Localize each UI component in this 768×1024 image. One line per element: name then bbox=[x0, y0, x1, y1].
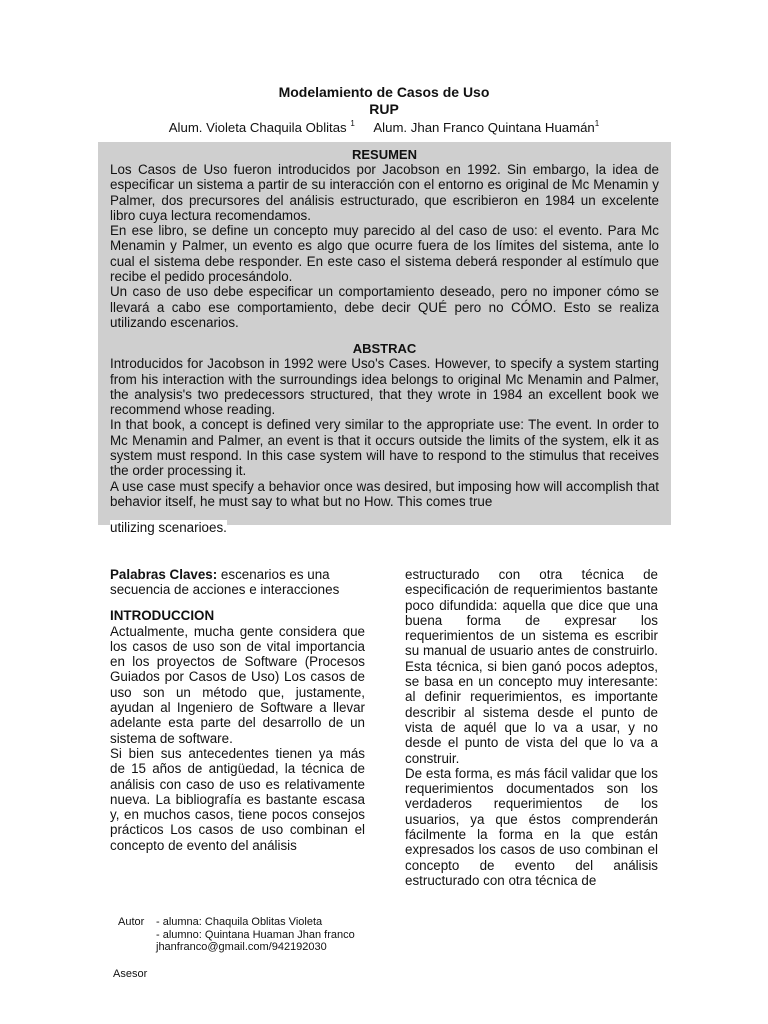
resumen-paragraph: Un caso de uso debe especificar un comportamiento deseado, pero no imponer cómo se llevará a cabo ese comportamiento, debe decir QUÉ pero no CÓMO. Esto se realiza utilizando escenarios. bbox=[110, 284, 659, 330]
resumen-heading: RESUMEN bbox=[351, 147, 417, 162]
left-column bbox=[110, 567, 365, 853]
footnote-email: jhanfranco@gmail.com/942192030 bbox=[156, 941, 327, 954]
body-paragraph: De esta forma, es más fácil validar que los requerimientos documentados son los verdaderos requerimientos de los usuarios, ya que éstos comprenderán fácilmente la forma en la que están expresados los casos de uso combinan el concepto de evento del análisis estructurado con otra técnica de bbox=[405, 765, 658, 888]
author-2: Alum. Jhan Franco Quintana Huamán bbox=[373, 120, 595, 135]
paper-subtitle: RUP bbox=[369, 101, 399, 117]
resumen-paragraph: En ese libro, se define un concepto muy parecido al del caso de uso: el evento. Para Mc Menamin y Palmer, un evento es algo que ocurre fuera de los límites del sistema, ante lo cual el sistema debe responder. En este caso el sistema deberá responder al estímulo que recibe el pedido procesándolo. bbox=[110, 223, 659, 285]
author-2-affiliation: 1 bbox=[594, 119, 600, 128]
author-1: Alum. Violeta Chaquila Oblitas bbox=[168, 120, 347, 135]
author-footnote bbox=[118, 916, 355, 954]
keywords-label: Palabras Claves: bbox=[110, 567, 218, 582]
abstrac-paragraph: A use case must specify a behavior once was desired, but imposing how will accomplish that behavior itself, he must say to what but no How. This comes true bbox=[110, 478, 659, 509]
abstrac-paragraph: In that book, a concept is defined very similar to the appropriate use: The event. In order to Mc Menamin and Palmer, an event is that it occurs outside the limits of the system, elk it as system must respond. In this case system will have to respond to the stimulus that receives the order processing it. bbox=[110, 417, 659, 479]
footnote-line: - alumna: Chaquila Oblitas Violeta bbox=[156, 916, 323, 928]
footnote-autor-label: Autor bbox=[118, 916, 145, 928]
keywords-text: escenarios es una secuencia de acciones e interacciones bbox=[110, 567, 340, 598]
author-1-affiliation: 1 bbox=[350, 119, 355, 128]
abstract-box bbox=[98, 142, 671, 525]
intro-heading: INTRODUCCION bbox=[110, 607, 215, 623]
author-line bbox=[0, 119, 768, 137]
abstrac-paragraph: Introducidos for Jacobson in 1992 were Uso's Cases. However, to specify a system starting from his interaction with the surroundings idea belongs to original Mc Menamin and Palmer, the analysis's two predecessors structured, that they wrote in 1984 an excellent book we recommend whose reading. bbox=[110, 356, 659, 418]
abstrac-heading: ABSTRAC bbox=[352, 341, 417, 357]
abstrac-overflow-line: utilizing scenarioes. bbox=[110, 520, 227, 535]
body-paragraph: estructurado con otra técnica de especificación de requerimientos bastante poco difundida: aquella que dice que una buena forma de expresar los requerimientos de un sistema es escribir su manual de usuario antes de construirlo. Esta técnica, si bien ganó pocos adeptos, se basa en un concepto muy interesante: al definir requerimientos, es importante describir al sistema desde el punto de vista de aquél que lo va a usar, y no desde el punto de vista del que lo va a construir. bbox=[405, 567, 658, 766]
right-column bbox=[405, 567, 658, 888]
body-paragraph: Actualmente, mucha gente considera que los casos de uso son de vital importancia en los proyectos de Software (Procesos Guiados por Casos de Uso) Los casos de uso son un método que, justamente, ayudan al Ingeniero de Software a llevar adelante esta parte del desarrollo de un sistema de software. bbox=[110, 623, 365, 746]
footnote-line: - alumno: Quintana Huaman Jhan franco bbox=[156, 928, 355, 941]
footnote-asesor: Asesor bbox=[113, 968, 148, 980]
body-paragraph: Si bien sus antecedentes tienen ya más de 15 años de antigüedad, la técnica de análisis con caso de uso es relativamente nueva. La bibliografía es bastante escasa y, en muchos casos, tiene pocos consejos prácticos Los casos de uso combinan el concepto de evento del análisis bbox=[110, 745, 365, 853]
resumen-paragraph: Los Casos de Uso fueron introducidos por Jacobson en 1992. Sin embargo, la idea de especificar un sistema a partir de su interacción con el entorno es original de Mc Menamin y Palmer, dos precursores del análisis estructurado, que escribieron en 1984 un excelente libro cuya lectura recomendamos. bbox=[110, 162, 659, 223]
keywords bbox=[110, 567, 365, 598]
paper-title: Modelamiento de Casos de Uso bbox=[278, 84, 490, 100]
title-block bbox=[0, 84, 768, 137]
